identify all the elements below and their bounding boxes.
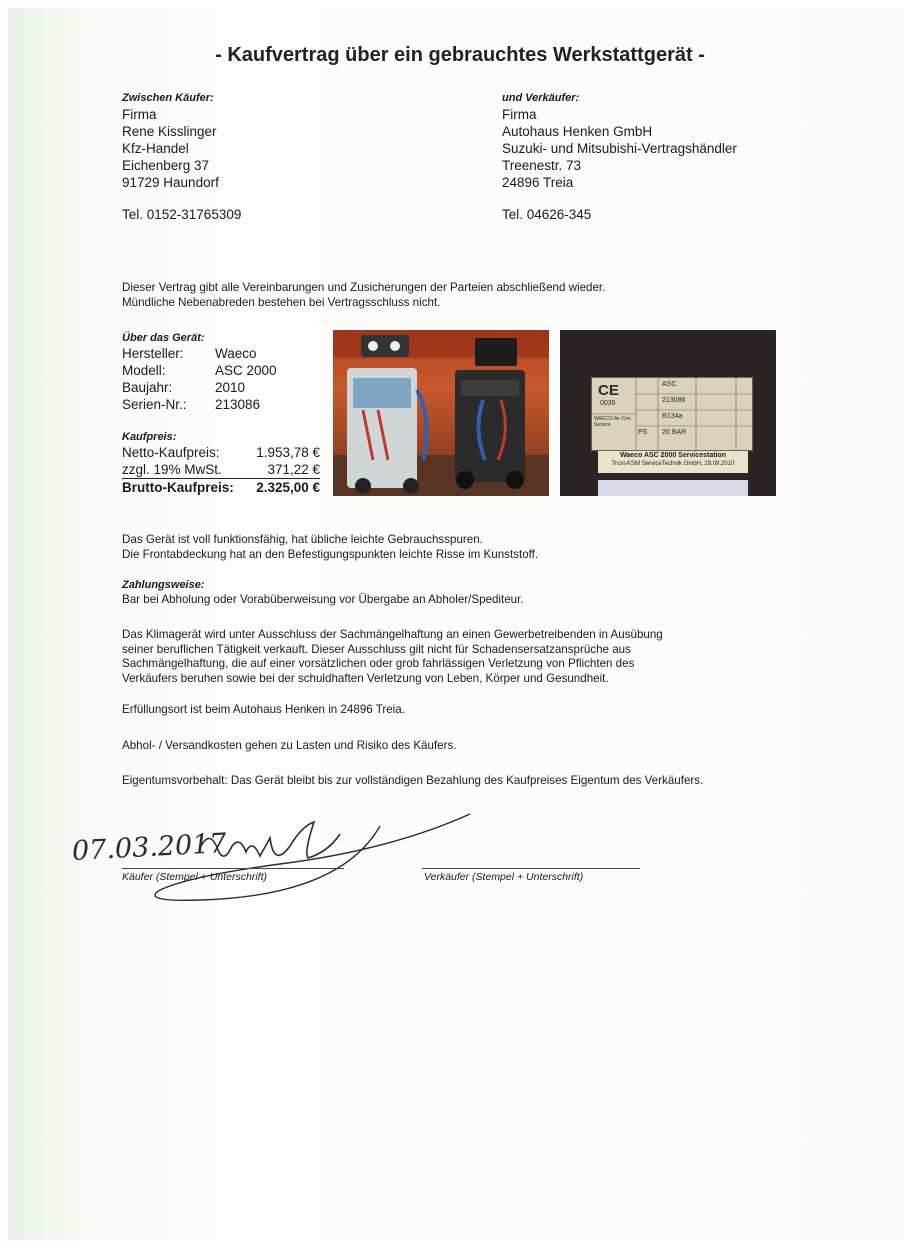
seller-line: Suzuki- und Mitsubishi-Vertragshändler <box>502 141 737 156</box>
device-details <box>122 345 322 413</box>
seller-line: Treenestr. 73 <box>502 158 582 173</box>
ce-mark: CE <box>598 382 619 399</box>
device-photo-illustration <box>333 330 549 496</box>
seller-label: und Verkäufer: <box>502 92 580 104</box>
shipping-costs: Abhol- / Versandkosten gehen zu Lasten und Risiko des Käufers. <box>122 739 457 752</box>
device-key: Serien-Nr.: <box>122 397 187 412</box>
plate-cell: ASC <box>662 381 677 388</box>
buyer-signature-line <box>122 868 344 869</box>
device-key: Baujahr: <box>122 380 173 395</box>
device-photo <box>333 330 549 496</box>
payment-text: Bar bei Abholung oder Vorabüberweisung vor Übergabe an Abholer/Spediteur. <box>122 593 524 606</box>
gross-price-value: 2.325,00 € <box>256 480 320 495</box>
plate-cell: R134a <box>662 413 683 420</box>
document-title: - Kaufvertrag über ein gebrauchtes Werkstattgerät - <box>215 44 705 66</box>
buyer-signature <box>140 808 510 908</box>
handwritten-date: 07.03.2017 <box>71 827 228 868</box>
device-row <box>122 396 322 413</box>
plate-cell: PS <box>638 429 648 436</box>
device-value: ASC 2000 <box>215 363 277 378</box>
buyer-line: Kfz-Handel <box>122 141 189 156</box>
device-value: Waeco <box>215 346 257 361</box>
plate-cell: 20 BAR <box>662 429 687 436</box>
plate-grid <box>592 378 752 450</box>
price-net-row <box>122 444 320 461</box>
plate-brand: WAECO Air-Con Service <box>594 416 631 428</box>
device-value: 2010 <box>215 380 246 395</box>
buyer-signature-caption: Käufer (Stempel + Unterschrift) <box>122 871 268 883</box>
liability-paragraph <box>122 628 663 686</box>
device-key: Hersteller: <box>122 346 184 361</box>
device-key: Modell: <box>122 363 166 378</box>
seller-signature-caption: Verkäufer (Stempel + Unterschrift) <box>424 871 584 883</box>
price-label: Kaufpreis: <box>122 431 177 443</box>
buyer-line: 91729 Haundorf <box>122 175 219 190</box>
device-value: 213086 <box>215 397 261 412</box>
price-vat-row <box>122 461 320 479</box>
liability-line: Verkäufers beruhen sowie bei der schuldhaften Verletzung von Leben, Körper und Gesundheit. <box>122 671 609 685</box>
device-row <box>122 362 322 379</box>
plate-banner-subtitle: Trost-KSM ServiceTechnik GmbH, 29.09.2010 <box>611 461 735 467</box>
type-plate-photo <box>560 330 776 496</box>
place-of-performance: Erfüllungsort ist beim Autohaus Henken in 24896 Treia. <box>122 703 405 716</box>
device-row <box>122 379 322 396</box>
condition-paragraph <box>122 533 538 562</box>
device-label: Über das Gerät: <box>122 332 205 344</box>
net-price-label: Netto-Kaufpreis: <box>122 445 220 460</box>
seller-line: Firma <box>502 107 537 122</box>
retention-of-title: Eigentumsvorbehalt: Das Gerät bleibt bis zur vollständigen Bezahlung des Kaufpreises Eigentum des Verkäufers. <box>122 774 704 787</box>
seller-address <box>502 106 737 191</box>
condition-line: Die Frontabdeckung hat an den Befestigungspunkten leichte Risse im Kunststoff. <box>122 547 539 561</box>
seller-tel: Tel. 04626-345 <box>502 207 592 222</box>
liability-line: seiner beruflichen Tätigkeit verkauft. Dieser Ausschluss gilt nicht für Schadensersatzansprüche aus <box>122 642 631 656</box>
plate-banner-title: Waeco ASC 2000 Servicestation <box>619 452 727 459</box>
vat-label: zzgl. 19% MwSt. <box>122 462 222 477</box>
plate-cell: 0035 <box>600 400 616 407</box>
buyer-label: Zwischen Käufer: <box>122 92 214 104</box>
price-table <box>122 444 320 496</box>
plate-banner <box>598 451 748 473</box>
plate-sticker <box>598 480 748 496</box>
intro-paragraph <box>122 281 605 310</box>
buyer-line: Firma <box>122 107 157 122</box>
intro-line: Dieser Vertrag gibt alle Vereinbarungen und Zusicherungen der Parteien abschließend wieder. <box>122 281 606 294</box>
plate-cell: 213086 <box>662 397 686 404</box>
buyer-line: Rene Kisslinger <box>122 124 217 139</box>
seller-line: Autohaus Henken GmbH <box>502 124 653 139</box>
payment-label: Zahlungsweise: <box>122 579 205 591</box>
device-row <box>122 345 322 362</box>
intro-line: Mündliche Nebenabreden bestehen bei Vertragsschluss nicht. <box>122 295 441 309</box>
net-price-value: 1.953,78 € <box>256 445 320 460</box>
gross-price-label: Brutto-Kaufpreis: <box>122 480 234 495</box>
buyer-address <box>122 106 219 191</box>
vat-value: 371,22 € <box>267 462 320 477</box>
liability-line: Das Klimagerät wird unter Ausschluss der Sachmängelhaftung an einen Gewerbetreibenden in Ausübung <box>122 628 663 641</box>
liability-line: Sachmängelhaftung, die auf einer vorsätzlichen oder grob fahrlässigen Verletzung von Pflichten des <box>122 657 635 670</box>
buyer-line: Eichenberg 37 <box>122 158 210 173</box>
price-gross-row <box>122 479 320 496</box>
condition-line: Das Gerät ist voll funktionsfähig, hat übliche leichte Gebrauchsspuren. <box>122 533 483 546</box>
buyer-tel: Tel. 0152-31765309 <box>122 207 242 222</box>
seller-signature-line <box>422 868 640 869</box>
seller-line: 24896 Treia <box>502 175 574 190</box>
document-page <box>8 8 904 1240</box>
type-plate <box>591 377 753 451</box>
